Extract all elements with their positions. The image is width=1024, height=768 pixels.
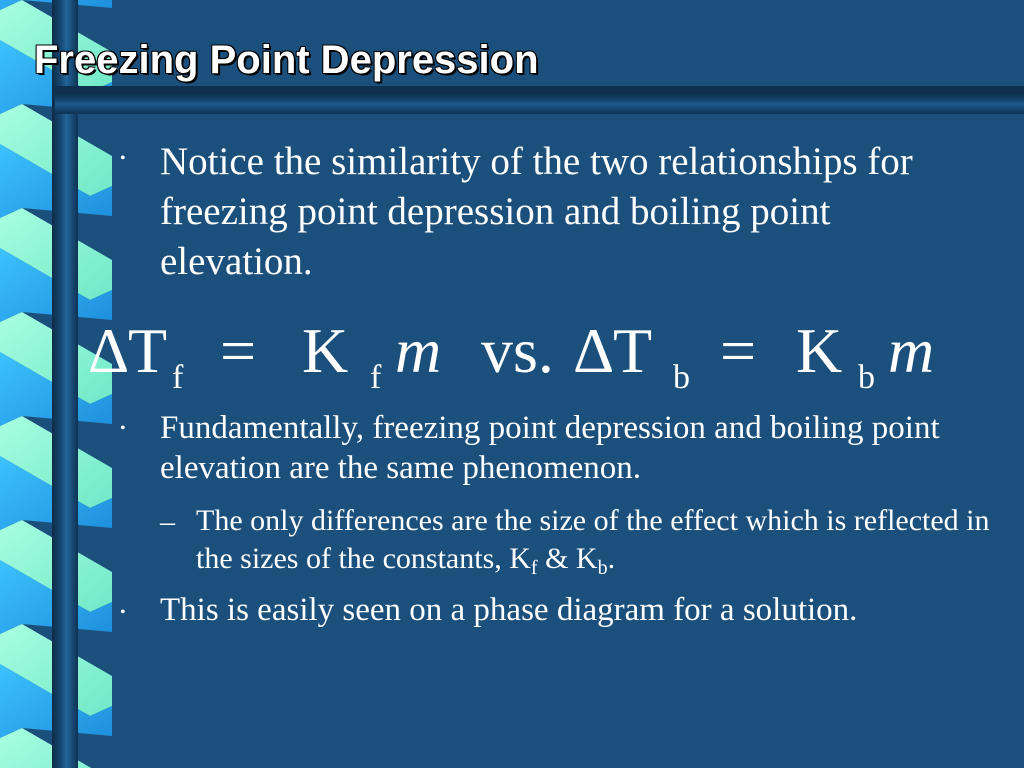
title-bar [55, 92, 1024, 114]
eq-equals-2: = [720, 315, 757, 386]
eq-sub-b2: b [858, 359, 875, 396]
eq-delta-f: Δ [88, 315, 130, 386]
bullet-text-phase-diagram: This is easily seen on a phase diagram for a solution. [160, 592, 858, 628]
eq-vs: vs. [481, 315, 554, 386]
bullet-text-fundamentally: Fundamentally, freezing point depression and boiling point elevation are the same phenomenon. [160, 410, 940, 486]
vertical-bar [52, 0, 78, 768]
sub-bullet-suffix: . [607, 542, 616, 575]
sub-bullet-text-differences [196, 502, 1016, 578]
equation-formula [88, 310, 968, 400]
bullet-dot: • [120, 604, 126, 621]
eq-t-b: T [613, 315, 653, 386]
eq-sub-f1: f [172, 359, 184, 396]
eq-m-2: m [888, 315, 935, 386]
bullet-dot: • [120, 420, 126, 437]
sub-bullet-mid: & K [537, 542, 598, 575]
eq-m-1: m [395, 315, 442, 386]
eq-t-f: T [128, 315, 168, 386]
sub-bullet-prefix: The only differences are the size of the effect which is reflected in the sizes of the constants, K [196, 504, 990, 575]
bullet-dot: • [120, 150, 126, 167]
bullet-text-similarity: Notice the similarity of the two relationships for freezing point depression and boiling point elevation. [160, 140, 913, 283]
eq-k-b: K [796, 315, 843, 386]
kf-subscript: f [530, 557, 538, 579]
slide-title: Freezing Point Depression [34, 38, 539, 82]
eq-delta-b: Δ [573, 315, 615, 386]
eq-equals-1: = [220, 315, 257, 386]
eq-sub-b1: b [673, 359, 690, 396]
sub-bullet-dash: – [160, 505, 175, 538]
eq-k-f: K [302, 315, 349, 386]
eq-sub-f2: f [370, 359, 382, 396]
kb-subscript: b [597, 557, 608, 579]
